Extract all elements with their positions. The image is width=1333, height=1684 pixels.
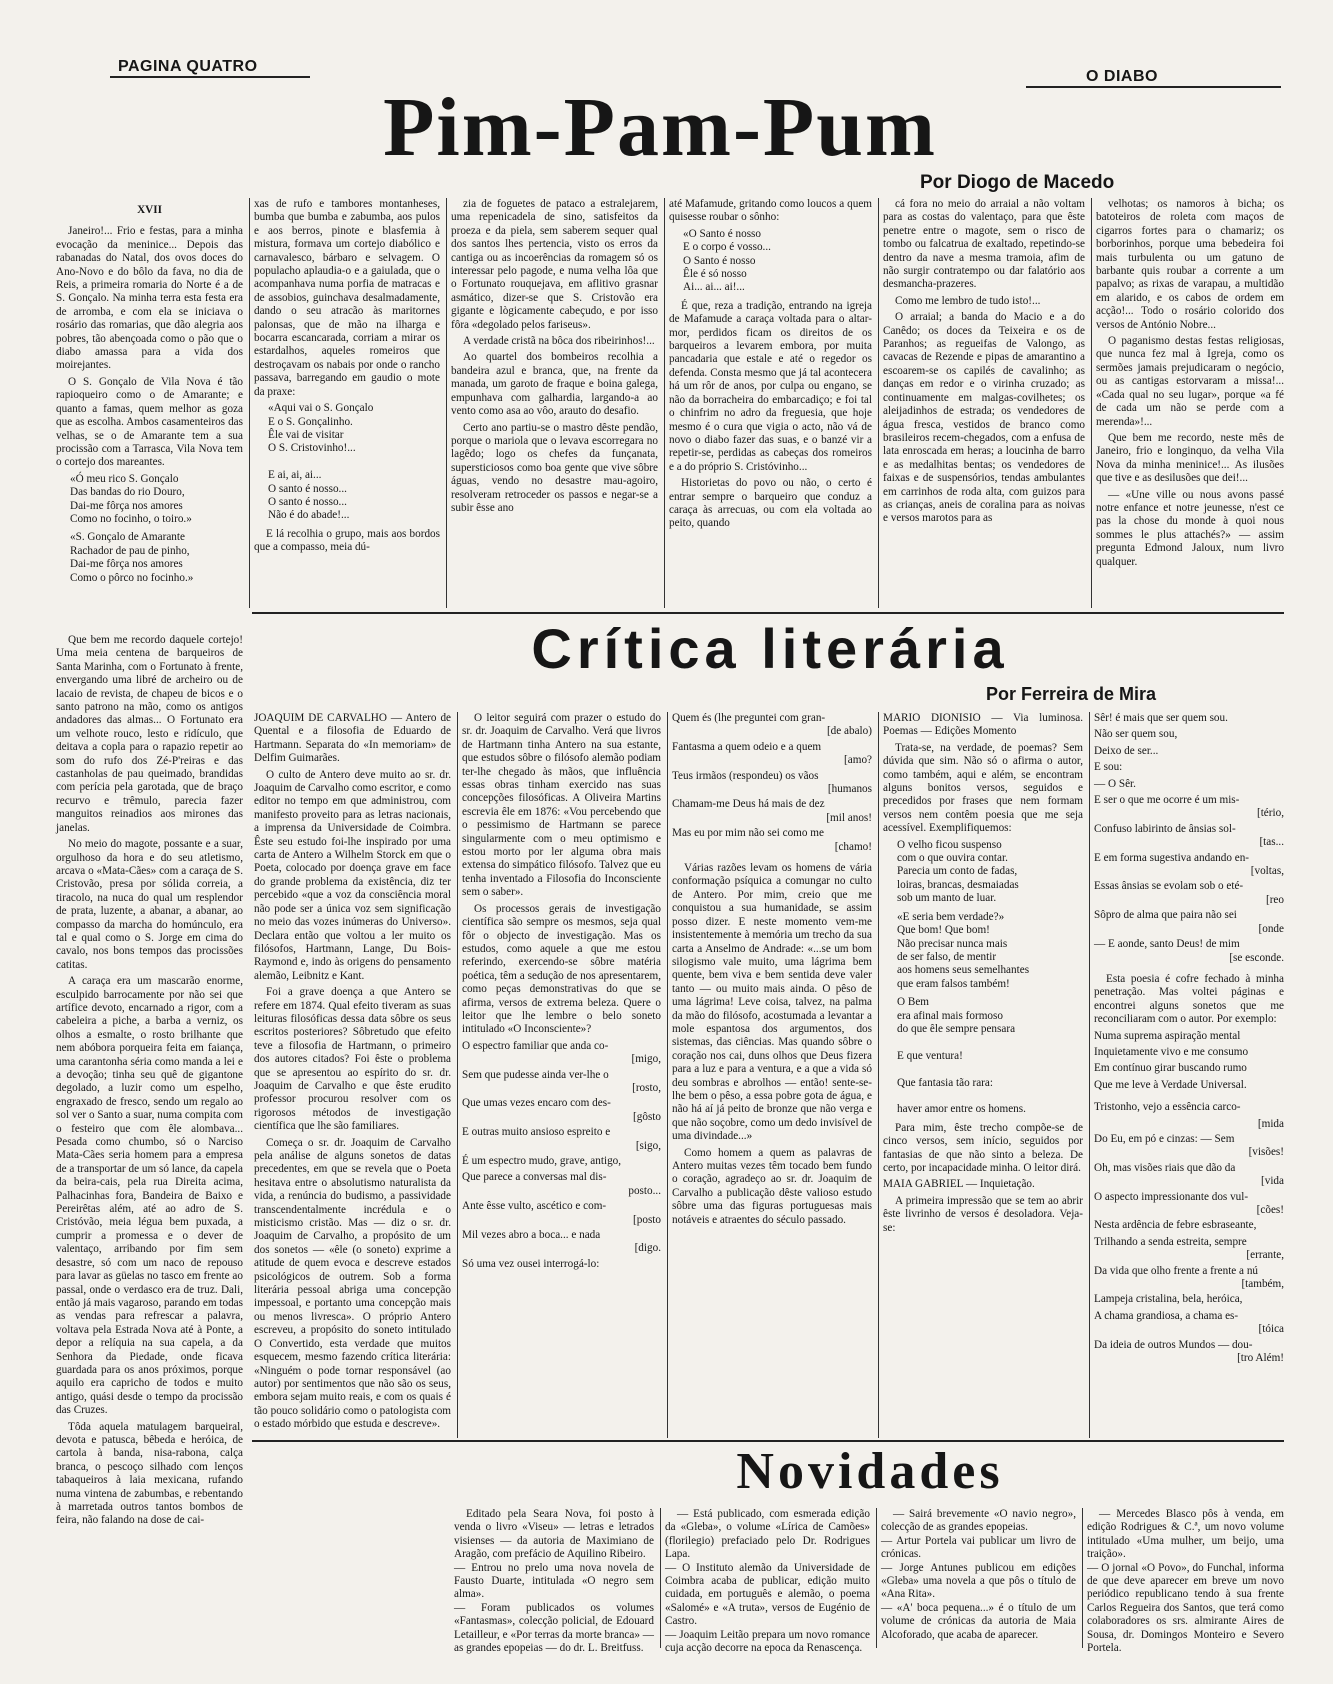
verse-line: Que parece a conversas mal dis- <box>462 1171 607 1184</box>
paragraph: É que, reza a tradição, entrando na igreja de Mafamude a caraça voltada para o altar-mor, perdidos ficam os direitos de os barqueiros a levarem embora, por muita pancadaria que estale e até o regedor os defenda. Consta mesmo que já tal acontecera há um rôr de anos, por culpa ou engano, se não da borracheira do embarcadiço; e foi tal o chinfrim no adro da freguesia, que hoje mesmo é o cura que vigia o acto, não vá de novo o diabo fazer das suas, e o banzé vir a repetir-se, perdidas as cabeças dos romeiros e a do próprio S. Cristóvinho... <box>669 299 872 473</box>
pim-column-3 <box>451 198 658 608</box>
verse-line: Como no focinho, o toiro.» <box>70 512 192 525</box>
verse-line: sob um manto de luar. <box>897 892 997 905</box>
paragraph: Ao quartel dos bombeiros recolhia a bandeira azul e branca, que, na frente da manada, um garoto de fraque e boina galega, empunhava com galhardia, largando-a ao vento como asa ao vôo, arauto do desafio. <box>451 351 658 418</box>
column-divider <box>1082 1508 1083 1648</box>
verse-line <box>883 1090 1083 1103</box>
section-rule-critica <box>252 612 1284 614</box>
paragraph: Várias razões levam os homens de vária conformação psíquica a comungar no culto de Antero. Por mim, creio que me conquistou a sua humanidade, se assim posso dizer. E neste momento vem-me insistentemente à memória um trecho da sua carta a Anselmo de Andrade: «...se um bom silogismo vale muito, uma lágrima bem quente, bem viva e bem sentida deve valer tanto — ou muito mais ainda. O pêso de uma lágrima! Leve coisa, talvez, na palma da mão do filósofo, acostumada a levantar a mole espantosa dos argumentos, dos sistemas, das ciências. Mas quando sôbre o coração nos cai, duns olhos que Deus fizera para a luz e para a ventura, e a que a vida só deu sombras e abrolhos — então! sente-se-lhe bem o pêso, a essa pobre gota de água, e não há aí já peito de bronze que não verga e que não soçobre, como um dedo invisível de uma divindade...» <box>672 862 872 1143</box>
section-number: XVII <box>137 204 162 216</box>
verse-line: Que umas vezes encaro com des- <box>462 1097 611 1110</box>
verse-continuation: [rosto, <box>632 1081 661 1094</box>
verse-line: O aspecto impressionante dos vul- <box>1094 1190 1249 1203</box>
verse-line: Dai-me fôrça nos amores <box>70 499 183 512</box>
page-header-right: O DIABO <box>1086 68 1158 85</box>
verse-line: do que êle sempre pensara <box>897 1022 1016 1035</box>
verse-line: «O Santo é nosso <box>683 227 762 240</box>
column-divider <box>1089 712 1090 1438</box>
verse-line: — O Sêr. <box>1094 777 1136 790</box>
novidades-column-1 <box>454 1508 654 1655</box>
paragraph: Tristonho, vejo a essência carco- <box>1094 1101 1241 1114</box>
verse-line: O espectro familiar que anda co- <box>462 1039 609 1052</box>
paragraph: Que bem me recordo, neste mês de Janeiro, frio e longinquo, da velha Vila Nova da minha meninice!... As ilusões que tive e as desilusões que dei!... <box>1096 431 1284 485</box>
verse-line: O santo é nosso... <box>268 495 347 508</box>
news-items: — Mercedes Blasco pôs à venda, em edição Rodrigues & C.ª, um novo volume intitulado «Uma mulher, um beijo, uma traição». — O jornal «O Povo», do Funchal, informa de que deve aparecer em breve um novo periódico republicano tendo à sua frente Carlos Regueira dos Santos, que terá como colaboradores os srs. almirante Aires de Sousa, dr. Domingos Monteiro e Severo Portela. <box>1087 1508 1284 1655</box>
verse-line: era afinal mais formoso <box>897 1009 1003 1022</box>
paragraph: O arraial; a banda do Macio e a do Canêdo; os doces da Teixeira e os de Paranhos; as regueifas de Valongo, as cavacas de Rezende e pipas de amarantino a escoarem-se os capilés de cavalinho; as danças em redor e o virinha cruzado; as continuamente em malgas-covilhetes; os aleijadinhos de estrada; os vendedores de água fresca, vestidos de branco como brasileiros recem-chegados, com a enfusa de lata enroscada em heras; a loucinha de barro e as medalhitas bentas; os vendedores de faixas e de suspensórios, tendas ambulantes em carrinhos de roda alta, com guizos para as crianças, aneis de coralina para as noivas e versos marotos para as <box>883 311 1085 525</box>
verse-continuation: [onde <box>1258 922 1284 935</box>
verse-continuation: [tério, <box>1256 807 1284 820</box>
verse-continuation: [posto <box>633 1213 661 1226</box>
verse-continuation: [voltas, <box>1250 865 1284 878</box>
verse-continuation: [amo? <box>844 754 872 767</box>
verse-line <box>254 456 440 469</box>
column-divider <box>457 712 458 1438</box>
paragraph: E lá recolhia o grupo, mais aos bordos que a compasso, meia dú- <box>254 527 440 554</box>
verse-line: Nesta ardência de febre esbraseante, <box>1094 1219 1257 1232</box>
verse-continuation: [tro Além! <box>1237 1352 1284 1365</box>
verse-line: O santo é nosso... <box>268 482 347 495</box>
spacer <box>56 585 243 590</box>
header-rule-left <box>110 76 310 78</box>
verse-line: Êle vai de visitar <box>268 428 344 441</box>
paragraph: Começa o sr. dr. Joaquim de Carvalho pela análise de alguns sonetos de datas precedentes, em que se revela que o Poeta hesitava entre o absolutismo naturalista da vida, a renúncia do budismo, a passividade transcendentalmente incrédula e o misticismo cristão. Mas — diz o sr. dr. Joaquim de Carvalho, a propósito de um dos sonetos — «êle (o soneto) exprime a atitude de quem evoca e descreve estados psicológicos de outrem. Sob a forma literária pessoal abriga uma concepção impessoal, e portanto uma concepção mais ou menos livresca». O próprio Antero escreveu, a propósito do soneto intitulado O Convertido, esta verdade que muitos esquecem, mesmo fazendo crítica literária: «Ninguém o pode tornar responsável (ao autor) por sentimentos que não são os seus, embora sejam muito reais, e com os quais é tão pouco solidário como o patologista com o estado mórbido que estuda e descreve». <box>254 1136 451 1431</box>
pim-column-6 <box>1096 198 1284 608</box>
verse-line: com o que ouvira contar. <box>897 852 1008 865</box>
critica-column-1 <box>254 712 451 1438</box>
paragraph: Como homem a quem as palavras de Antero muitas vezes têm tocado bem fundo o coração, agradeço ao sr. dr. Joaquim de Carvalho a publicação dêste valioso estudo sôbre uma das figuras portuguesas mais notáveis e atraentes do século passado. <box>672 1146 872 1226</box>
paragraph: O S. Gonçalo de Vila Nova é tão rapioqueiro como o de Amarante; e quanto a famas, quem melhor as goza que as escolha. Ambos casamenteiros das velhas, se o de Amarante tem a sua procissão com a Tarrasca, Vila Nova tem o cortejo dos mareantes. <box>56 375 243 469</box>
verse-line: Da vida que olho frente a frente a nú <box>1094 1264 1259 1277</box>
paragraph: O culto de Antero deve muito ao sr. dr. Joaquim de Carvalho como escritor, e como editor no tempo em que administrou, com manifesto proveito para as letras nacionais, a imprensa da Universidade de Coimbra. Êste seu estudo foi-lhe inspirado por uma carta de Antero a Wilhelm Storck em que o Poeta, colocado por doença grave em face do grande problema da existência, diz ter percebido «que a voz da consciência moral não pode ser a única voz sem significação no meio das vozes inúmeras do Universo». Declara então que voltou a ler muito os filósofos, Hartmann, Lange, Du Bois-Raymond e, indo às origens do pensamento alemão, Leibnitz e Kant. <box>254 768 451 982</box>
verse-continuation: [também, <box>1241 1278 1284 1291</box>
verse-line: Essas ânsias se evolam sob o eté- <box>1094 880 1244 893</box>
verse-continuation: [gôsto <box>633 1110 661 1123</box>
verse-line: E sou: <box>1094 761 1123 774</box>
verse-line: «Ó meu rico S. Gonçalo <box>70 472 179 485</box>
verse-line: Êle é só nosso <box>683 268 747 281</box>
verse-line: O S. Cristovinho!... <box>268 442 356 455</box>
verse-line: O velho ficou suspenso <box>897 838 1002 851</box>
verse-line: Fantasma a quem odeio e a quem <box>672 740 822 753</box>
column-divider <box>446 198 447 608</box>
critica-column-4 <box>883 712 1083 1438</box>
critica-column-2 <box>462 712 661 1438</box>
verse-line <box>883 1063 1083 1076</box>
verse-continuation: [digo. <box>634 1242 661 1255</box>
paragraph: Para mim, êste trecho compõe-se de cinco versos, sem início, seguidos por fantasias de que não sinto a beleza. De certo, por incapacidade minha. O leitor dirá. <box>883 1121 1083 1174</box>
paragraph: Os processos gerais de investigação científica são sempre os mesmos, seja qual fôr o objecto de investigação. Mas os estudos, como aquele a que me estou referindo, exercendo-se sôbre matéria poética, têm a sedução de nos apresentarem, como peças demonstrativas do que se afirma, versos de extrema beleza. Quere o leitor que lhe lembre o belo soneto intitulado «O Inconsciente»? <box>462 902 661 1036</box>
column-divider <box>878 198 879 608</box>
column-divider <box>667 712 668 1438</box>
verse-line: Como o pôrco no focinho.» <box>70 571 194 584</box>
verse-line: E o S. Gonçalinho. <box>268 415 353 428</box>
verse-continuation: [reo <box>1265 893 1284 906</box>
header-rule-right <box>1026 86 1281 88</box>
verse-continuation: [mil anos! <box>826 811 872 824</box>
verse-continuation: [tóica <box>1258 1323 1284 1336</box>
paragraph: Esta poesia é cofre fechado à minha penetração. Mas voltei páginas e encontrei alguns sonetos que me reconciliaram com o autor. Por exemplo: <box>1094 972 1284 1026</box>
verse-continuation: [sigo, <box>635 1139 661 1152</box>
column-divider <box>664 198 665 608</box>
paragraph: Janeiro!... Frio e festas, para a minha evocação da meninice... Depois das rabanadas do Natal, dos ovos doces do Ano-Novo e do bôlo da fava, no dia de Reis, a primeira romaria do Norte é a de S. Gonçalo. Na minha terra esta festa era de arromba, e com ela se iniciava o rosário das romarias, que dão alegria aos pobres, tão abençoada como o pão que o diabo amassa para a vida dos moirejantes. <box>56 225 243 372</box>
critica-byline: Por Ferreira de Mira <box>986 684 1157 704</box>
pim-pam-pum-title: Pim-Pam-Pum <box>383 81 937 174</box>
verse-line: Em contínuo girar buscando rumo <box>1094 1062 1247 1075</box>
verse-continuation: [visões! <box>1248 1146 1284 1159</box>
verse-line: Mil vezes abro a boca... e nada <box>462 1229 601 1242</box>
paragraph: Que bem me recordo daquele cortejo! Uma meia centena de barqueiros de Santa Marinha, com o Fortunato à frente, envergando uma libré de archeiro ou de lacaio de revista, de chapeu de bicos e o santo patrono na mão, como os antigos andadores das almas... O Fortunato era um velhote rouco, lesto e ridículo, que deitava a copla para o rapazio repetir ao som do rufo dos Zé-P'reiras e das castanholas de pau queimado, brandidas com perícia pela garotada, que de braço recurvo e trêmulo, parecia fazer manguitos reinadios aos mirones das janelas. <box>56 634 243 834</box>
pim-column-1-continued <box>56 634 243 1644</box>
paragraph: Como me lembro de tudo isto!... <box>895 294 1041 307</box>
verse-line: Não ser quem sou, <box>1094 728 1178 741</box>
verse-line: O Santo é nosso <box>683 254 756 267</box>
verse-line: «S. Gonçalo de Amarante <box>70 531 185 544</box>
paragraph: A caraça era um mascarão enorme, esculpido barrocamente por não sei que artífice devoto, encarnado a rigor, com a cabeleira a piche, a barba a verniz, os olhos a esmalte, o rosto brilhante que nem abóbora porqueira feita em faiança, uma carantonha séria como manda a lei e a devoção; tinha seu quê de gigantone degolado, a luzir como um espelho, engraxado de fresco, sendo um regalo ao sol ver o Santo a suar, numa compita com o festeiro que com êle alombava... Pesada como chumbo, só o Narciso Mata-Cães seria homem para a empresa de a transportar de um só lance, da capela da beira-cais, pela rua Direita acima, Palhacinhas fora, Bandeira de Baixo e Pereirêtas além, até ao adro de S. Cristóvão, meia légua bem puxada, a cumprir a promessa e o dever de valentaço, arribando por fim sem desastre, só com um naco de repouso para lavar as güelas no tasco em frente ao passal, onde o verdasco era de truz. Dali, então já mais vagaroso, parando em todas as vendas para refrescar a palavra, voltava pela Estrada Nova até à Ponte, a depor a relíquia na sua capela, a da Senhora da Piedade, onde ficava guardada para os anos próximos, porque aquilo era capricho de todos e muito antigo, quási desde o tempo da procissão das Cruzes. <box>56 975 243 1417</box>
review-heading: MAIA GABRIEL — Inquietação. <box>883 1178 1035 1191</box>
paragraph: No meio do magote, possante e a suar, orgulhoso da hora e do seu atletismo, arcava o «Mata-Cães» com a caraça de S. Cristovão, presa por sólida correia, a tiracolo, na nuca do qual um resplendor de prata, luzente, a abanar, a abanar, ao compasso da marcha do homúnculo, era tal e qual como o S. Jorge em cima do cavalo, nos bons tempos das procissões catitas. <box>56 838 243 971</box>
verse-line: Lampeja cristalina, bela, heróica, <box>1094 1293 1243 1306</box>
verse-line: de ser falso, de mentir <box>897 950 997 963</box>
paragraph: até Mafamude, gritando como loucos a quem quisesse roubar o sônho: <box>669 198 872 224</box>
verse-line: Deixo de ser... <box>1094 744 1159 757</box>
verse-line: Que me leve à Verdade Universal. <box>1094 1078 1247 1091</box>
verse-continuation: [migo, <box>631 1053 661 1066</box>
verse-line: Sem que pudesse ainda ver-lhe o <box>462 1068 609 1081</box>
critica-column-5 <box>1094 712 1284 1438</box>
verse-line: E outras muito ansioso espreito e <box>462 1126 611 1139</box>
verse-line: Parecia um conto de fadas, <box>897 865 1018 878</box>
verse-line: E ai, ai, ai... <box>268 469 322 482</box>
verse-line: Que bom! Que bom! <box>897 924 990 937</box>
paragraph: A primeira impressão que se tem ao abrir êste livrinho de versos é desoladora. Veja-se: <box>883 1194 1083 1234</box>
paragraph: Foi a grave doença a que Antero se refere em 1874. Qual efeito tiveram as suas leituras filosóficas dessa data sôbre os seus escritos posteriores? Sôbretudo que efeito teve a filosofia de Hartmann, o primeiro dos autores citados? Foi êste o problema que se apresentou ao espírito do sr. dr. Joaquim de Carvalho e que êste erudito professor procurou resolver com os rigorosos métodos de investigação científica que lhe são familiares. <box>254 986 451 1133</box>
verse-line: Ante êsse vulto, ascético e com- <box>462 1200 607 1213</box>
pim-column-2 <box>254 198 440 608</box>
paragraph: O leitor seguirá com prazer o estudo do sr. dr. Joaquim de Carvalho. Verá que livros de Hartmann tinha Antero na sua estante, que estudos sôbre o filósofo alemão podiam ter-lhe chegado às mãos, que influência essas obras tinham exercido nas suas concepções filosóficas. A Oliveira Martins escrevia êle em 1876: «Vou percebendo que o pessimismo de Hartmann se parece singularmente com o meu optimismo e estou morto por ler alguma obra mais extensa do simpático filósofo. Talvez que eu tenha inventado a Filosofia do Inconsciente sem o saber». <box>462 712 661 899</box>
verse-line: loiras, brancas, desmaiadas <box>897 878 1019 891</box>
paragraph: Certo ano partiu-se o mastro dêste pendão, porque o mariola que o levava escorregara no lagêdo; logo os chefes da funçanata, supersticiosos como boa gente que vive sôbre águas, vendo no desastre mau-agoiro, resolveram retroceder os passos e negar-se a subir êsse ano <box>451 421 658 514</box>
novidades-column-3 <box>881 1508 1076 1648</box>
verse-line: — E aonde, santo Deus! de mim <box>1094 938 1240 951</box>
verse-line: Só uma vez ousei interrogá-lo: <box>462 1257 600 1270</box>
verse-continuation: [se esconde. <box>1229 951 1284 964</box>
verse-line: E que ventura! <box>897 1049 963 1062</box>
spacer <box>1094 1367 1284 1373</box>
news-items: — Sairá brevemente «O navio negro», colecção de as grandes epopeias. — Artur Portela vai publicar um livro de crónicas. — Jorge Antunes publicou em edições «Gleba» uma novela a que pôs o título de «Ana Rita». — «A' boca pequena...» é o título de um volume de crónicas da autoria de Maia Alcoforado, que acaba de aparecer. <box>881 1508 1076 1641</box>
verse-line: Chamam-me Deus há mais de dez <box>672 798 825 811</box>
verse-line: Sôpro de alma que paira não sei <box>1094 909 1237 922</box>
verse-continuation: [mida <box>1257 1117 1284 1130</box>
verse-line: Das bandas do rio Douro, <box>70 486 185 499</box>
verse-line: Não é do abade!... <box>268 509 350 522</box>
pim-byline: Por Diogo de Macedo <box>920 172 1115 193</box>
verse-continuation: [humanos <box>827 783 872 796</box>
column-divider <box>878 712 879 1438</box>
column-divider <box>249 198 250 608</box>
verse-line: Da ideia de outros Mundos — dou- <box>1094 1338 1253 1351</box>
verse-line: Que fantasia tão rara: <box>897 1076 993 1089</box>
verse-line <box>883 1036 1083 1049</box>
verse-line: Do Eu, em pó e cinzas: — Sem <box>1094 1132 1235 1145</box>
review-heading: MARIO DIONISIO — Via luminosa. Poemas — Edições Momento <box>883 712 1083 738</box>
paragraph: zia de foguetes de pataco a estralejarem, uma repenicadela de sino, satisfeitos da proeza e da piela, sem saberem sequer qual dos santos lhes pertencia, visto os erros da cantiga ou as incoerências da romagem só os interessar pelo pagode, e numa velha lôa que o Fortunato rouquejava, em aflitivo grasnar asmático, dizer-se que S. Cristovão era gigante e lògicamente cabeçudo, e por isso fôra «degolado pelos fariseus». <box>451 198 658 331</box>
verse-line: «Aqui vai o S. Gonçalo <box>268 402 374 415</box>
column-divider <box>660 1508 661 1648</box>
spacer <box>462 1274 661 1280</box>
paragraph: Trata-se, na verdade, de poemas? Sem dúvida que sim. Não só o afirma o autor, como também, aqui e além, se encontram alguns bonitos versos, seguidos e precedidos por frases que nem formam versos nem contêm poesia que me seja acessível. Exemplifiquemos: <box>883 741 1083 835</box>
news-items: Editado pela Seara Nova, foi posto à venda o livro «Viseu» — letras e letrados visienses — da autoria de Maximiano de Aragão, com prefácio de Aquilino Ribeiro. — Entrou no prelo uma nova novela de Fausto Duarte, intitulada «O negro sem alma». — Foram publicados os volumes «Fantasmas», colecção policial, de Edouard Letailleur, e «Por terras da morte branca» — as grandes epopeias — do dr. L. Breitfuss. <box>454 1508 654 1655</box>
verse-continuation: [errante, <box>1246 1249 1284 1262</box>
verse-line: haver amor entre os homens. <box>897 1103 1026 1116</box>
paragraph: JOAQUIM DE CARVALHO — Antero de Quental e a filosofia de Eduardo de Hartmann. Separata do «In memoriam» de Delfim Guimarães. <box>254 712 451 765</box>
verse-line: E ser o que me ocorre é um mis- <box>1094 794 1240 807</box>
novidades-column-2 <box>665 1508 870 1655</box>
pim-column-4 <box>669 198 872 608</box>
verse-line: E o corpo é vosso... <box>683 241 771 254</box>
paragraph: — «Une ville ou nous avons passé notre enfance et notre jeunesse, n'est ce pas la chose du monde à quoi nous sommes le plus attachés?» — assim pregunta Edmond Jaloux, num livro qualquer. <box>1096 488 1284 568</box>
verse-line: aos homens seus semelhantes <box>897 964 1030 977</box>
page-header-left: PAGINA QUATRO <box>118 58 258 75</box>
verse-line: Oh, mas visões riais que dão da <box>1094 1161 1236 1174</box>
column-divider <box>1091 198 1092 608</box>
verse-line: A chama grandiosa, a chama es- <box>1094 1309 1239 1322</box>
paragraph: cá fora no meio do arraial a não voltam para as costas do valentaço, para que êste penetre entre o magote, sem o risco de tombo ou falcatrua de exaltado, repetindo-se dentro da nave a mesma tramoia, afim de não surgir contratempo ou dar falatório aos desmancha-prazeres. <box>883 198 1085 291</box>
novidades-title: Novidades <box>736 1443 1004 1500</box>
critica-literaria-title: Crítica literária <box>531 617 1009 680</box>
verse-continuation: [tas... <box>1259 836 1284 849</box>
verse-line: Sêr! é mais que ser quem sou. <box>1094 712 1228 724</box>
paragraph: xas de rufo e tambores montanheses, bumba que bumba e zabumba, aos pulos e aos berros, pinote e blasfemia à mistura, formava um cortejo diabólico e carnavalesco, bárbaro e selvagem. O populacho aplaudia-o e a gaiulada, que o acompanhava numa porfia de matracas e de assobios, guinchava desalmadamente, dando o seu atracão às maritornes palonsas, que de mão na ilharga e bocarra escancarada, corriam a mirar os estardalhos, aqueles romeiros que destroçavam os nabais por onde o rancho passava, barregando em gaudio o mote da praxe: <box>254 198 440 398</box>
verse-continuation: posto... <box>628 1184 661 1197</box>
pim-column-1 <box>56 198 243 630</box>
verse-line: Teus irmãos (respondeu) os vãos <box>672 769 819 782</box>
column-divider <box>876 1508 877 1648</box>
verse-continuation: [chamo! <box>834 840 872 853</box>
novidades-column-4 <box>1087 1508 1284 1655</box>
critica-column-3 <box>672 712 872 1438</box>
verse-line: Não precisar nunca mais <box>897 937 1008 950</box>
verse-line: Inquietamente vivo e me consumo <box>1094 1045 1249 1058</box>
verse-continuation: [cões! <box>1256 1204 1284 1216</box>
verse-line: que eram falsos também! <box>897 977 1010 990</box>
verse-continuation: [vida <box>1261 1175 1284 1188</box>
verse-line: Confuso labirinto de ânsias sol- <box>1094 822 1236 835</box>
paragraph: A verdade cristã na bôca dos ribeirinhos!... <box>463 335 655 348</box>
verse-line: Rachador de pau de pinho, <box>70 544 190 557</box>
paragraph: velhotas; os namoros à bicha; os batoteiros de roleta com maços de cigarros fortes para o chamariz; os borborinhos, porque uma bebedeira foi mais turbulenta ou um gatuno de barbante quis roubar a corrente a um papalvo; as rixas de varapau, a multidão em alarido, e os cabos de ordem em acção!... Todo o rosário colorido dos versos de António Nobre... <box>1096 198 1284 331</box>
verse-line: Ai... ai... ai!... <box>683 281 745 294</box>
verse-line: O Bem <box>897 996 930 1009</box>
verse-continuation: [de abalo) <box>826 725 872 738</box>
verse-line: Mas eu por mim não sei como me <box>672 827 824 840</box>
verse-line: É um espectro mudo, grave, antigo, <box>462 1155 622 1167</box>
verse-line: Trilhando a senda estreita, sempre <box>1094 1235 1247 1248</box>
verse-line: Dai-me fôrça nos amores <box>70 558 183 571</box>
verse-line: «E seria bem verdade?» <box>897 910 1005 923</box>
paragraph: Tôda aquela matulagem barqueiral, devota e patusca, bêbeda e heróica, de cartola à banda, nisa-rabona, calça branca, o pescoço silhado com lenços tabaqueiros à laia mexicana, rufando numa vintena de zabumbas, e rebentando à marretada outros tantos bombos de feira, não falando na dose de cai- <box>56 1420 243 1527</box>
paragraph: Historietas do povo ou não, o certo é entrar sempre o barqueiro que conduz a caraça às arrecuas, ou com ela voltada ao peito, quando <box>669 477 872 530</box>
verse-line: E em forma sugestiva andando en- <box>1094 851 1250 864</box>
verse-line: Numa suprema aspiração mental <box>1094 1029 1241 1042</box>
verse-line: Quem és (lhe preguntei com gran- <box>672 712 826 724</box>
news-items: — Está publicado, com esmerada edição da «Gleba», o volume «Lírica de Camões» (florilegio) prefaciado pelo Dr. Rodrigues Lapa. — O Instituto alemão da Universidade de Coimbra acaba de publicar, edição muito cuidada, em português e alemão, o poema «Salomé» e «A truta», versos de Eugénio de Castro. — Joaquim Leitão prepara um novo romance cuja acção decorre na epoca da Renascença. <box>665 1508 870 1655</box>
pim-column-5 <box>883 198 1085 608</box>
paragraph: O paganismo destas festas religiosas, que nunca fez mal à Igreja, como os sermões jamais prejudicaram o negócio, ou as cantigas estorvaram a missa!... «Cada qual no seu lugar», porque «a fé de cada um não se perde com a merenda»!... <box>1096 335 1284 428</box>
